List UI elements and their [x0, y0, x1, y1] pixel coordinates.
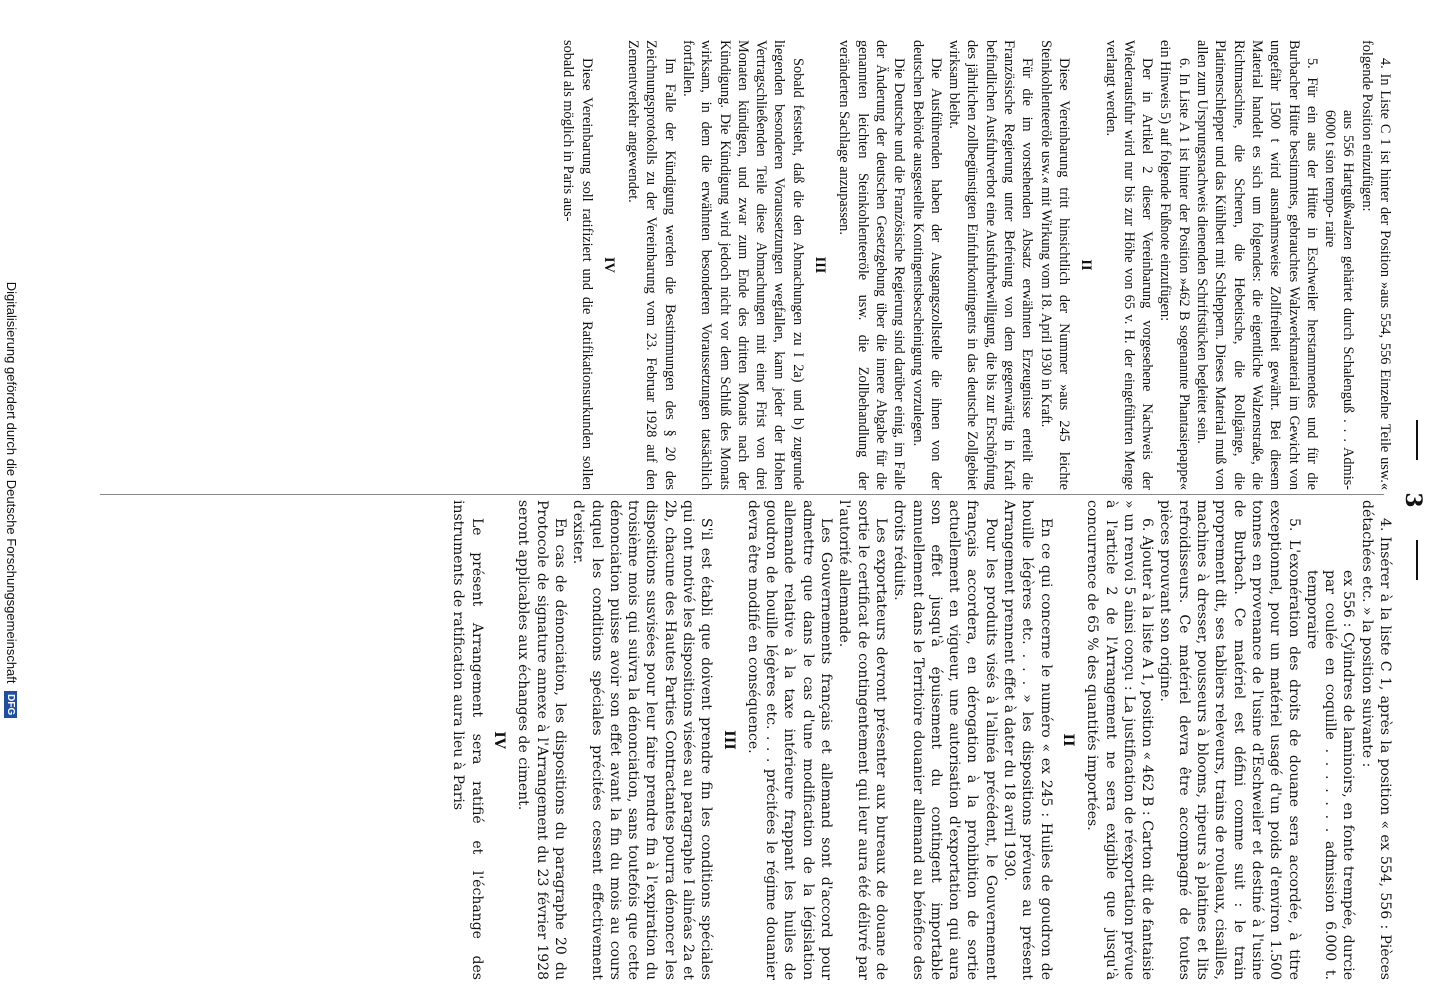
de-paragraph-IV-1: Diese Vereinbarung soll ratifiziert und die Ratifikationsurkunden sollen sobald als möglich in Paris aus-: [560, 40, 595, 490]
dfg-logo: DFG: [4, 691, 17, 718]
french-column: [80, 500, 1394, 980]
de-paragraph-III-1: Sobald feststeht, daß die den Abmachungen zu I 2a) und b) zugrunde liegenden besonderen Voraussetzungen wegfallen, kann jeder der Hohen Vertragschließenden Teile diese Abmachungen mit einer Frist von drei Monaten kündigen, und zwar zum Ende des dritten Monats nach der Kündigung. Die Kündigung wird jedoch nicht vor dem Schluß des Monats wirksam, in dem die erwähnten besonderen Voraussetzungen tatsächlich fortfallen.: [680, 40, 806, 490]
header-dash-right: [1416, 540, 1418, 580]
page-number: 3: [1400, 492, 1426, 508]
fr-paragraph-II-2: Pour les produits visés à l'alinéa précédent, le Gouvernement français accordera, en dérogation à la prohibition de sortie actuellement en vigueur, une autorisation d'exportation qui aura son effet jusqu'à épuisement du contingent importable annuellement dans le Territoire douanier allemand au bénéfice des droits réduits.: [891, 500, 999, 980]
column-divider: [100, 494, 1384, 495]
digitization-credit: [4, 0, 19, 1000]
de-paragraph-5: 5. Für ein aus der Hütte in Eschweiler herstammendes und für die Burbacher Hütte bestimmtes, gebrauchtes Walzwerkmaterial im Gewicht von ungefähr 1500 t wird ausnahmsweise Zollfreiheit gewährt. Bei diesem Material handelt es sich um folgendes: die eigentliche Walzenstraße, die Richtmaschine, die Scheren, die Hebetische, die Rollgänge, die Platinenschlepper und das Kühlbett mit Schleppern. Dieses Material muß von allen zum Ursprungsnachweis dienenden Schriftstücken begleitet sein.: [1194, 40, 1320, 490]
de-section-II: II: [1078, 259, 1095, 271]
de-section-IV: IV: [600, 257, 617, 273]
fr-section-II: II: [1059, 733, 1076, 747]
de-paragraph-II-1: Diese Vereinbarung tritt hinsichtlich der Nummer »aus 245 leichte Steinkohlenteeröle usw.« mit Wirkung vom 18. April 1930 in Kraft.: [1037, 40, 1072, 490]
fr-paragraph-6: 6. Ajouter à la liste A 1, position « 462 B : Carton dit de fantaisie » un renvoi 5 ainsi conçu : La justification de réexportation prévue à l'article 2 de l'Arrangement ne sera exigible que jusqu'à concurrence de 65 % des quantités importées.: [1084, 500, 1156, 980]
german-column: [80, 40, 1394, 490]
fr-paragraph-5: 5. L'exonération des droits de douane sera accordée, à titre exceptionnel, pour un matériel usagé d'un poids d'environ 1.500 tonnes en provenance de l'usine d'Eschweiler et destiné à l'usine de Burbach. Ce matériel est défini comme suit : le train proprement dit, ses tabliers releveurs, trains de rouleaux, cisailles, machines à dresser, pousseurs à blooms, ripeurs à platines et lits refroidisseurs. Ce matériel devra être accompagné de toutes pièces prouvant son origine.: [1157, 500, 1302, 980]
fr-paragraph-III-1: S'il est établi que doivent prendre fin les conditions spéciales qui ont motivé les dispositions visées au paragraphe I alinéas 2a et 2b, chacune des Hautes Parties Contractantes pourra dénoncer les dispositions susvisées pour leur faire prendre fin à l'expiration du troisième mois qui suivra la dénonciation, sans toutefois que cette dénonciation puisse avoir son effet avant la fin du mois au cours duquel les conditions spéciales précitées cessent effectivement d'exister.: [570, 500, 715, 980]
credit-text: Digitalisierung gefördert durch die Deutsche Forschungsgemeinschaft: [4, 281, 20, 684]
fr-paragraph-IV-1: Le présent Arrangement sera ratifié et l'échange des instruments de ratification aura lieu à Paris: [450, 500, 485, 980]
de-paragraph-III-2: Im Falle der Kündigung werden die Bestimmungen des § 20 des Zeichnungsprotokolls zu der Vereinbarung vom 23. Februar 1928 auf den Zementverkehr angewendet.: [625, 40, 678, 490]
fr-tariff-entry: ex 556 : Cylindres de laminoirs, en fonte trempée, durcie par coulée en coquille . . . . . . . admission 6.000 t. temporaire: [1303, 570, 1357, 980]
de-tariff-entry: aus 556 Hartgußwalzen gehärtet durch Schalenguß . . . Admis- 6000 t sion tempo- raire: [1322, 110, 1357, 490]
fr-section-IV: IV: [491, 731, 508, 749]
de-paragraph-6: 6. In Liste A 1 ist hinter der Position »462 B sogenannte Phantasiepappe« ein Hinweis 5) auf folgende Fußnote einzufügen:: [1157, 40, 1192, 490]
fr-paragraph-II-3: Les exportateurs devront présenter aux bureaux de douane de sortie le certificat de contingentement qui leur aura été délivré par l'autorité allemande.: [836, 500, 889, 980]
de-paragraph-II-3: Die Ausführenden haben der Ausgangszollstelle die ihnen von der deutschen Behörde ausgestellte Kontingentsbescheinigung vorzulegen.: [909, 40, 944, 490]
fr-paragraph-4: 4. Insérer à la liste C 1, après la position « ex 554, 556 : Pièces détachées etc. » la position suivante :: [1358, 500, 1393, 980]
fr-paragraph-II-4: Les Gouvernements français et allemand sont d'accord pour admettre que dans le cas d'une modification de la législation allemande relative à la taxe intérieure frappant les huiles de goudron de houille légères etc. . . . précitées le régime douanier devra être modifié en conséquence.: [744, 500, 835, 980]
fr-paragraph-II-1: En ce qui concerne le numéro « ex 245 : Huiles de goudron de houille légères etc. . . . » les dispositions prévues au présent Arrangement prennent effet à dater du 18 avril 1930.: [1001, 500, 1054, 980]
fr-section-III: III: [720, 730, 737, 750]
de-footnote: Der in Artikel 2 dieser Vereinbarung vorgesehene Nachweis der Wiederausfuhr wird nur bis zur Höhe von 65 v. H. der eingeführten Menge verlangt werden.: [1102, 40, 1156, 490]
fr-paragraph-III-2: En cas de dénonciation, les dispositions du paragraphe 20 du Protocole de signature annexe à l'Arrangement du 23 février 1928 seront applicables aux échanges de ciment.: [515, 500, 568, 980]
de-paragraph-II-2: Für die im vorstehenden Absatz erwähnten Erzeugnisse erteilt die Französische Regierung unter Befreiung von dem gegenwärtig in Kraft befindlichen Ausfuhrverbot eine Ausfuhrbewilligung, die bis zur Erschöpfung des jährlichen zollbegünstigten Einfuhrkontingents in das deutsche Zollgebiet wirksam bleibt.: [946, 40, 1036, 490]
de-section-III: III: [812, 256, 829, 274]
de-paragraph-4: 4. In Liste C 1 ist hinter der Position »aus 554, 556 Einzelne Teile usw.« folgende Position einzufügen:: [1358, 40, 1393, 490]
de-paragraph-II-4: Die Deutsche und die Französische Regierung sind darüber einig, im Falle der Änderung der deutschen Gesetzgebung über die innere Abgabe für die genannten leichten Steinkohlenteeröle usw. die Zollbehandlung der veränderten Sachlage anzupassen.: [836, 40, 908, 490]
